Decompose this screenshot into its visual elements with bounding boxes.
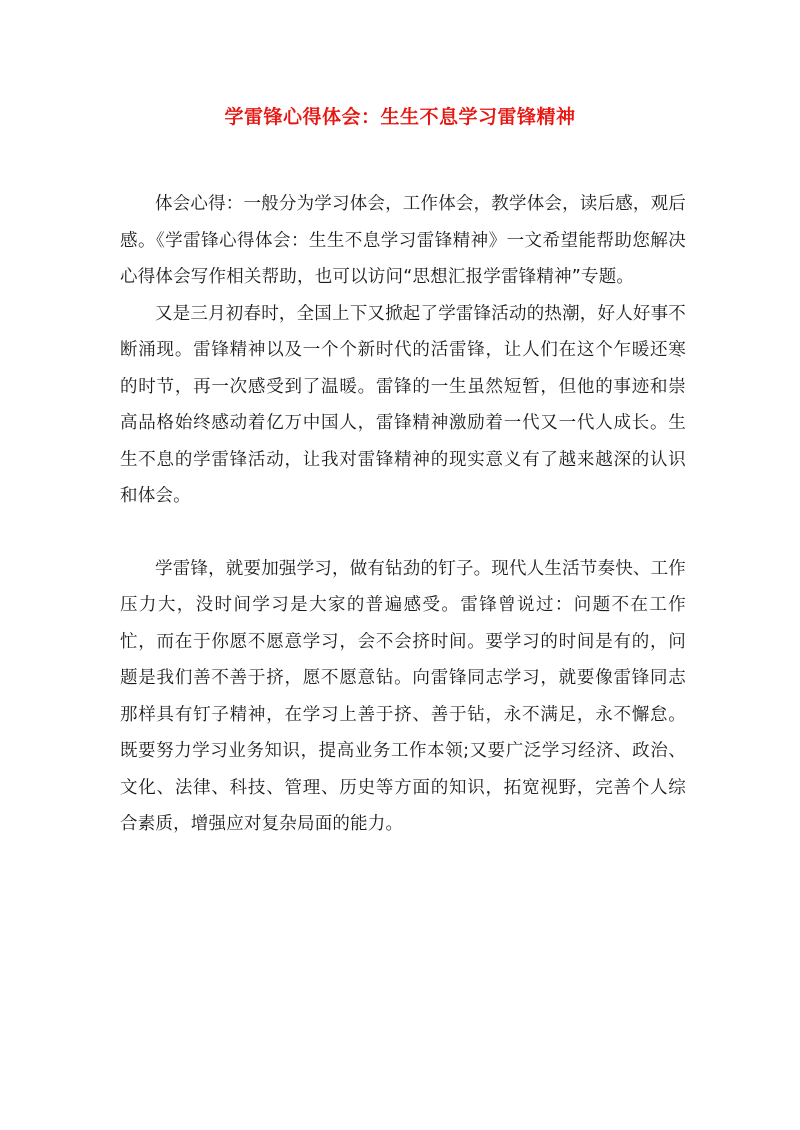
document-body bbox=[120, 186, 686, 843]
document-title: 学雷锋心得体会：生生不息学习雷锋精神 bbox=[224, 106, 576, 128]
paragraph-spring: 又是三月初春时，全国上下又掀起了学雷锋活动的热潮，好人好事不断涌现。雷锋精神以及一个个新时代的活雷锋，让人们在这个乍暖还寒的时节，再一次感受到了温暖。雷锋的一生虽然短暂，但他的事迹和崇高品格始终感动着亿万中国人，雷锋精神激励着一代又一代人成长。生生不息的学雷锋活动，让我对雷锋精神的现实意义有了越来越深的认识和体会。 bbox=[120, 303, 686, 506]
paragraph-intro: 体会心得：一般分为学习体会，工作体会，教学体会，读后感，观后感。《学雷锋心得体会：生生不息学习雷锋精神》一文希望能帮助您解决心得体会写作相关帮助，也可以访问“思想汇报学雷锋精神”专题。 bbox=[120, 194, 686, 287]
paragraph-study: 学雷锋，就要加强学习，做有钻劲的钉子。现代人生活节奏快、工作压力大，没时间学习是大家的普遍感受。雷锋曾说过：问题不在工作忙，而在于你愿不愿意学习，会不会挤时间。要学习的时间是有的，问题是我们善不善于挤，愿不愿意钻。向雷锋同志学习，就要像雷锋同志那样具有钉子精神，在学习上善于挤、善于钻，永不满足，永不懈怠。既要努力学习业务知识，提高业务工作本领;又要广泛学习经济、政治、文化、法律、科技、管理、历史等方面的知识，拓宽视野，完善个人综合素质，增强应对复杂局面的能力。 bbox=[120, 558, 686, 834]
